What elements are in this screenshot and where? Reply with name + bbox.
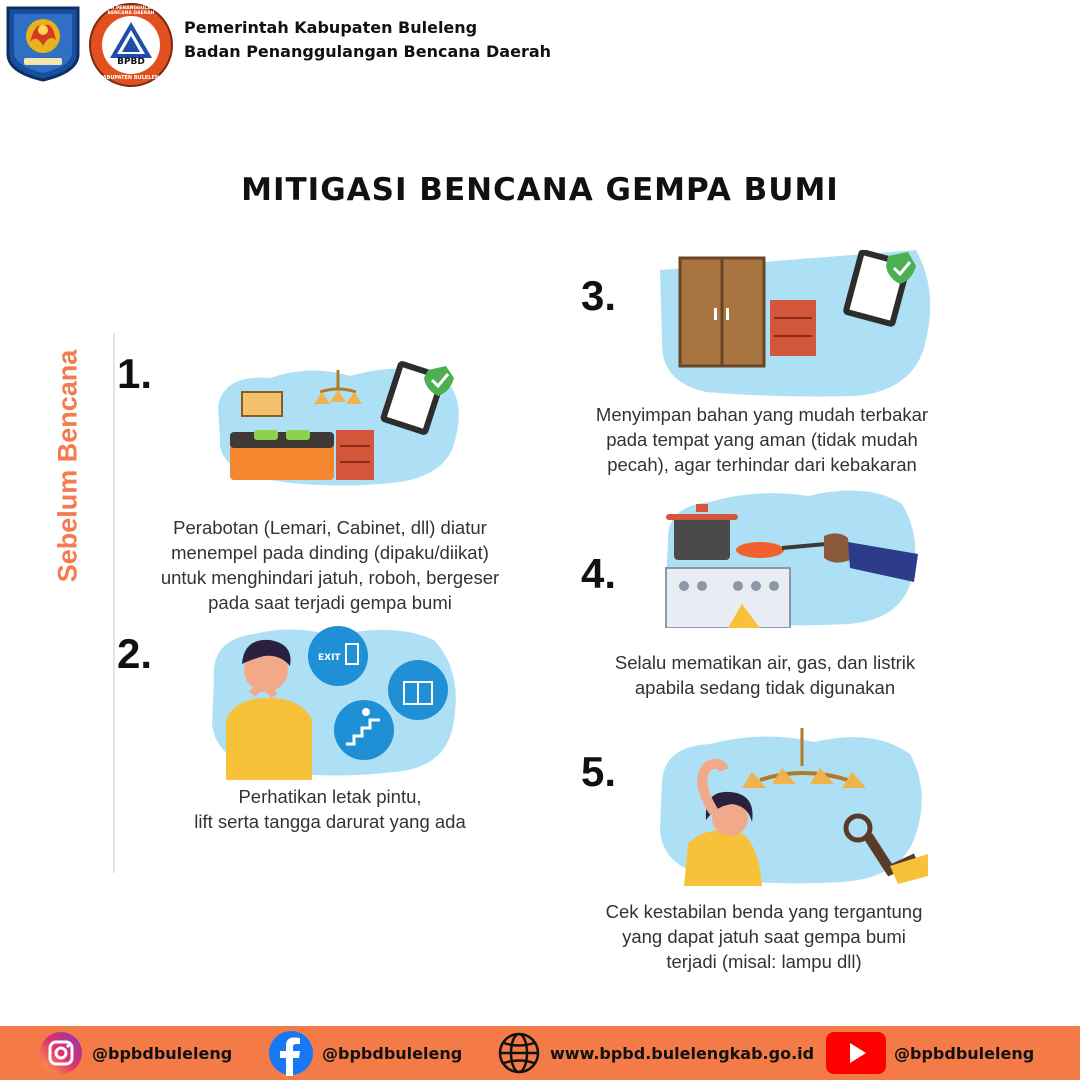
- bpbd-logo-text: BPBD: [117, 57, 145, 67]
- side-label: [38, 340, 98, 592]
- step-2-line-1: Perhatikan letak pintu,: [238, 786, 422, 807]
- instagram-link[interactable]: [38, 1026, 232, 1080]
- step-4-illustration: [658, 482, 922, 628]
- step-5-caption: [582, 899, 946, 974]
- bpbd-logo: [88, 2, 174, 88]
- youtube-link[interactable]: [826, 1026, 1034, 1080]
- footer-bar: [0, 1026, 1080, 1080]
- header-line-2: Badan Penanggulangan Bencana Daerah: [184, 42, 552, 61]
- step-4-caption: [590, 650, 940, 700]
- pemkab-buleleng-logo: [2, 2, 84, 82]
- website-url: www.bpbd.bulelengkab.go.id: [550, 1043, 815, 1063]
- page-title: MITIGASI BENCANA GEMPA BUMI: [241, 172, 839, 208]
- facebook-handle: @bpbdbuleleng: [322, 1043, 463, 1063]
- globe-icon: [496, 1030, 542, 1076]
- step-3-line-2: pada tempat yang aman (tidak mudah: [606, 429, 918, 450]
- youtube-handle: @bpbdbuleleng: [894, 1043, 1035, 1063]
- step-5-number: 5.: [581, 748, 617, 795]
- step-3-line-3: pecah), agar terhindar dari kebakaran: [607, 454, 917, 475]
- step-1-line-4: pada saat terjadi gempa bumi: [208, 592, 452, 613]
- step-3-line-1: Menyimpan bahan yang mudah terbakar: [595, 404, 929, 425]
- step-5-line-2: yang dapat jatuh saat gempa bumi: [622, 926, 906, 947]
- step-1-line-3: untuk menghindari jatuh, roboh, bergeser: [160, 567, 500, 588]
- exit-sign-text: EXIT: [318, 653, 341, 663]
- side-divider: [113, 333, 115, 873]
- step-2-number: 2.: [117, 630, 153, 677]
- step-1-illustration: [210, 356, 466, 490]
- step-3-illustration: [656, 250, 936, 398]
- step-2-line-2: lift serta tangga darurat yang ada: [194, 811, 466, 832]
- step-1-line-1: Perabotan (Lemari, Cabinet, dll) diatur: [173, 517, 487, 538]
- facebook-icon: [268, 1030, 314, 1076]
- step-5-line-3: terjadi (misal: lampu dll): [666, 951, 862, 972]
- step-4-number: 4.: [581, 550, 617, 597]
- youtube-icon: [826, 1030, 886, 1076]
- step-2-caption: [130, 784, 530, 834]
- website-link[interactable]: [496, 1026, 814, 1080]
- step-5-illustration: [654, 726, 928, 886]
- bpbd-logo-bottom-text: KABUPATEN BULELENG: [98, 75, 164, 81]
- header-title: [184, 16, 551, 64]
- header-line-1: Pemerintah Kabupaten Buleleng: [184, 18, 478, 37]
- facebook-link[interactable]: [268, 1026, 462, 1080]
- side-label-text: Sebelum Bencana: [52, 349, 83, 583]
- step-4-line-2: apabila sedang tidak digunakan: [634, 677, 896, 698]
- instagram-icon: [38, 1030, 84, 1076]
- step-1-number: 1.: [117, 350, 153, 397]
- step-2-illustration: [204, 620, 464, 780]
- bpbd-logo-ring-text: BADAN PENANGGULANGAN BENCANA DAERAH: [96, 6, 166, 16]
- step-5-line-1: Cek kestabilan benda yang tergantung: [605, 901, 923, 922]
- step-3-caption: [580, 402, 944, 477]
- step-4-line-1: Selalu mematikan air, gas, dan listrik: [614, 652, 916, 673]
- step-3-number: 3.: [581, 272, 617, 319]
- step-1-line-2: menempel pada dinding (dipaku/diikat): [171, 542, 489, 563]
- step-1-caption: [130, 515, 530, 615]
- instagram-handle: @bpbdbuleleng: [92, 1043, 233, 1063]
